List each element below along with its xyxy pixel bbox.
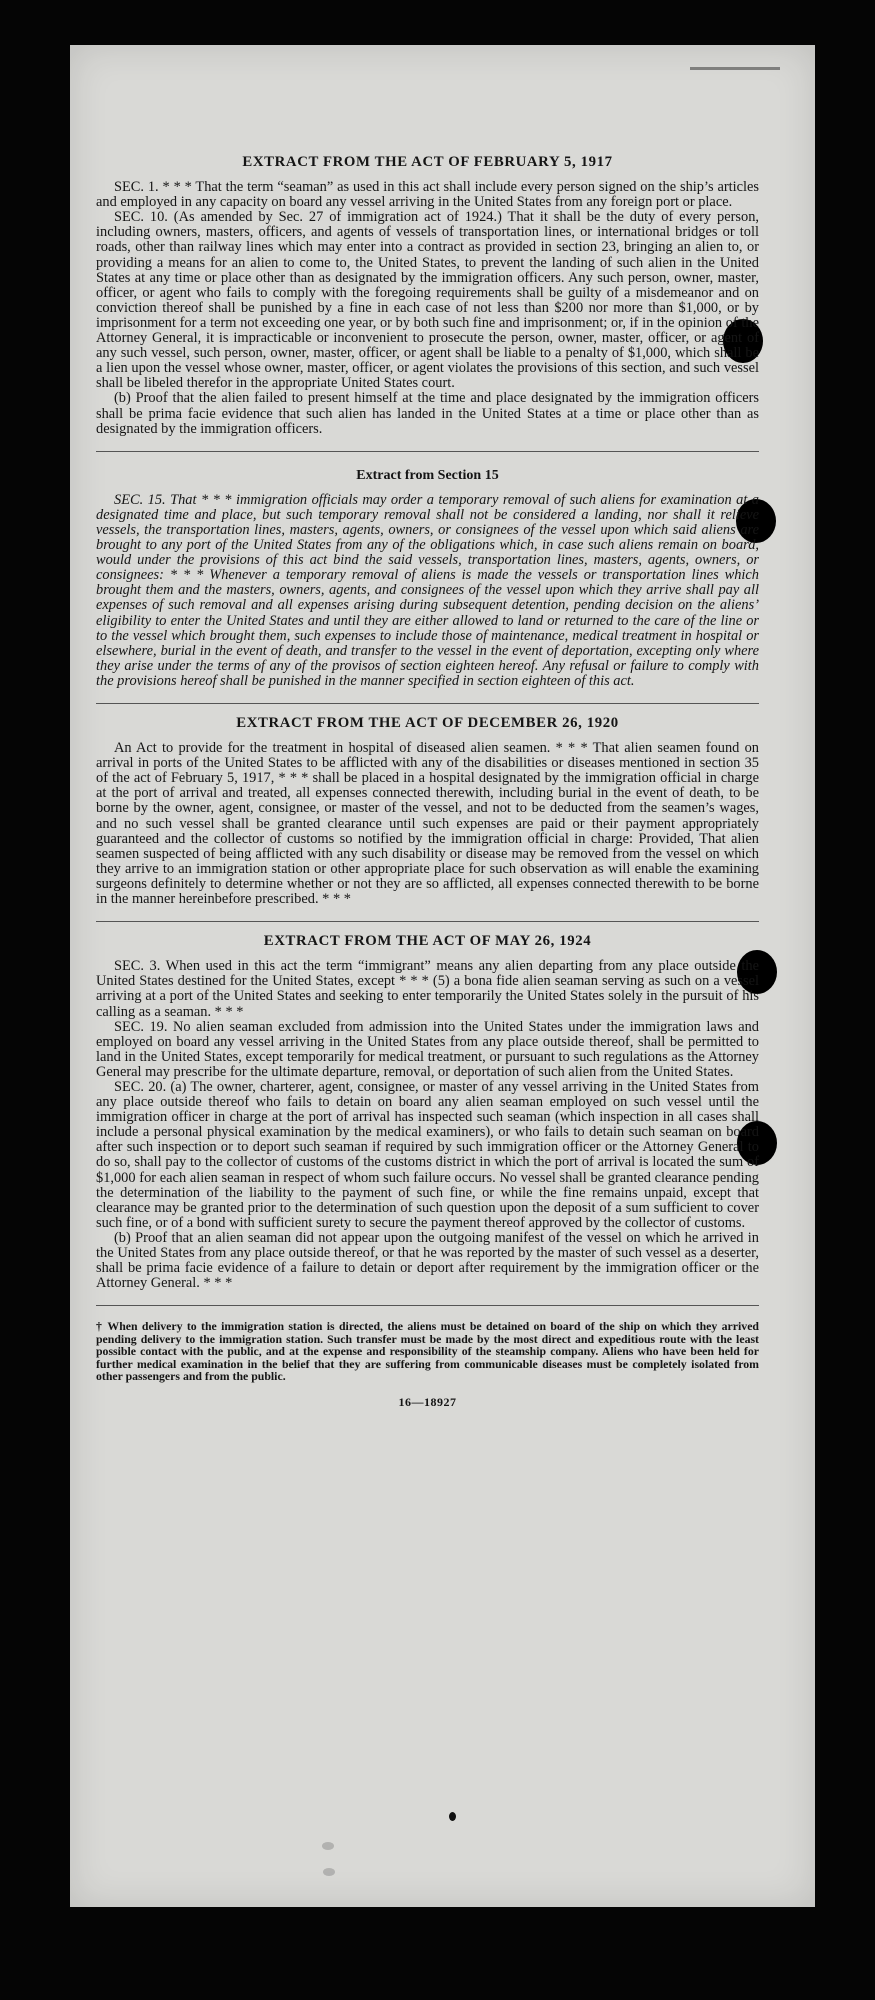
divider	[96, 703, 759, 704]
paragraph-1917-sec1: SEC. 1. * * * That the term “seaman” as used in this act shall include every person signed on the ship’s articles and employed in any capacity on board any vessel arriving in the United States from any foreign port or place.	[96, 179, 759, 211]
footnote: † When delivery to the immigration station is directed, the aliens must be detained on board of the ship on which they arrived pending delivery to the immigration station. Such transfer must be made by the most direct and expeditious route with the least possible contact with the public, and at the expense and responsibility of the steamship company. Aliens who have been held for further medical examination in the belief that they are suffering from communicable diseases must be completely isolated from other passengers and from the public.	[96, 1319, 759, 1384]
edge-mark	[690, 67, 780, 70]
section-heading-1917: EXTRACT FROM THE ACT OF FEBRUARY 5, 1917	[242, 154, 613, 170]
form-number: 16—18927	[398, 1394, 457, 1409]
smudge-mark	[322, 1842, 334, 1850]
smudge-mark	[323, 1868, 335, 1876]
divider	[96, 451, 759, 452]
paragraph-1924-sec3: SEC. 3. When used in this act the term “immigrant” means any alien departing from any place outside the United States destined for the United States, except * * * (5) a bona fide alien seaman serving as such on a vessel arriving at a port of the United States and seeking to enter temporarily the United States solely in the pursuit of his calling as a seaman. * * *	[96, 958, 759, 1020]
document-body	[96, 155, 759, 1410]
paragraph-1917-sec10b: (b) Proof that the alien failed to present himself at the time and place designated by the immigration officers shall be prima facie evidence that such alien has landed in the United States at a time or place other than as designated by the immigration officers.	[96, 390, 759, 437]
subheading-section-15: Extract from Section 15	[356, 467, 499, 483]
paragraph-section-15: SEC. 15. That * * * immigration officials may order a temporary removal of such aliens for examination at a designated time and place, but such temporary removal shall not be considered a landing, nor shall it relieve vessels, the transportation lines, masters, agents, owners, or consignees of the vessel upon which said aliens are brought to any port of the United States from any of the obligations which, in case such aliens remain on board, would under the provisions of this act bind the said vessels, transportation lines, masters, agents, owners, or consignees: * * * Whenever a temporary removal of aliens is made the vessels or transportation lines which brought them and the masters, owners, agents, and consignees of the vessel upon which they arrive shall pay all expenses of such removal and all expenses arising during subsequent detention, pending decision on the aliens’ eligibility to enter the United States and until they are either allowed to land or returned to the care of the line or to the vessel which brought them, such expenses to include those of maintenance, medical treatment in hospital or elsewhere, burial in the event of death, and transfer to the vessel in the event of deportation, excepting only where they arise under the terms of any of the provisos of section eighteen hereof. Any refusal or failure to comply with the provisions hereof shall be punished in the manner specified in section eighteen of this act.	[96, 491, 759, 689]
paragraph-1924-sec20a: SEC. 20. (a) The owner, charterer, agent, consignee, or master of any vessel arriving in the United States from any place outside thereof who fails to detain on board any alien seaman employed on such vessel until the immigration officer in charge at the port of arrival has inspected such seaman (which inspection in all cases shall include a personal physical examination by the medical examiners), or who fails to detain such seaman on board after such inspection or to deport such seaman if required by such immigration officer or the Attorney General to do so, shall pay to the collector of customs of the customs district in which the port of arrival is located the sum of $1,000 for each alien seaman in respect of whom such failure occurs. No vessel shall be granted clearance pending the determination of the liability to the payment of such fine, or while the fine remains unpaid, except that clearance may be granted prior to the determination of such question upon the deposit of a sum sufficient to cover such fine, or of a bond with sufficient surety to secure the payment thereof approved by the collector of customs.	[96, 1078, 759, 1231]
footnote-divider	[96, 1305, 759, 1306]
divider	[96, 921, 759, 922]
paragraph-1920: An Act to provide for the treatment in hospital of diseased alien seamen. * * * That alien seamen found on arrival in ports of the United States to be afflicted with any of the disabilities or diseases mentioned in section 35 of the act of February 5, 1917, * * * shall be placed in a hospital designated by the immigration official in charge at the port of arrival and treated, all expenses connected therewith, including burial in the event of death, to be borne by the owner, agent, consignee, or master of the vessel, and not to be deducted from the seamen’s wages, and no such vessel shall be granted clearance until such expenses are paid or their payment appropriately guaranteed and the collector of customs so notified by the immigration official in charge: Provided, That alien seamen suspected of being afflicted with any such disability or disease may be removed from the vessel on which they arrive to an immigration station or other appropriate place for such observation as will enable the examining surgeons definitely to determine whether or not they are so afflicted, all expenses connected therewith to be borne in the manner hereinbefore prescribed. * * *	[96, 740, 759, 908]
section-heading-1924: EXTRACT FROM THE ACT OF MAY 26, 1924	[263, 933, 592, 950]
paragraph-1924-sec20b: (b) Proof that an alien seaman did not appear upon the outgoing manifest of the vessel on which he arrived in the United States from any place outside thereof, or that he was reported by the master of such vessel as a deserter, shall be prima facie evidence of a failure to detain or deport after requirement by the immigration officer or the Attorney General. * * *	[96, 1229, 759, 1292]
ink-dot	[449, 1812, 456, 1821]
paragraph-1917-sec10: SEC. 10. (As amended by Sec. 27 of immigration act of 1924.) That it shall be the duty of every person, including owners, masters, officers, and agents of vessels of transportation lines, or international bridges or toll roads, other than railway lines which may enter into a contract as provided in section 23, bringing an alien to, or providing a means for an alien to come to, the United States, to prevent the landing of such alien in the United States at any time or place other than as designated by the immigration officers. Any such person, owner, master, officer, or agent who fails to comply with the foregoing requirements shall be guilty of a misdemeanor and on conviction thereof shall be punished by a fine in each case of not less than $200 nor more than $1,000, or by imprisonment for a term not exceeding one year, or by both such fine and imprisonment; or, if in the opinion of the Attorney General, it is impracticable or inconvenient to prosecute the person, owner, master, officer, or agent of any such vessel, such person, owner, master, officer, or agent shall be liable to a penalty of $1,000, which shall be a lien upon the vessel whose owner, master, officer, or agent violates the provisions of this section, and such vessel shall be libeled therefor in the appropriate United States court.	[96, 209, 759, 392]
paragraph-1924-sec19: SEC. 19. No alien seaman excluded from admission into the United States under the immigration laws and employed on board any vessel arriving in the United States from any place outside thereof, shall be permitted to land in the United States, except temporarily for medical treatment, or pursuant to such regulations as the Attorney General may prescribe for the ultimate departure, removal, or deportation of such alien from the United States.	[96, 1018, 759, 1080]
section-heading-1920: EXTRACT FROM THE ACT OF DECEMBER 26, 1920	[236, 715, 619, 731]
